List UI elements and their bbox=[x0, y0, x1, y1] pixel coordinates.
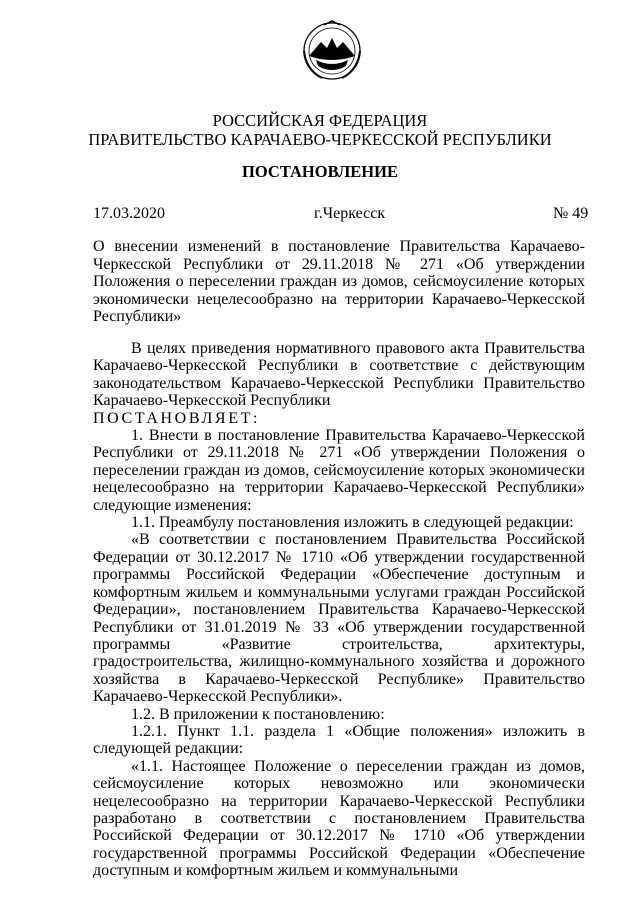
decree-word: ПОСТАНОВЛЯЕТ: bbox=[93, 409, 260, 427]
country-heading: РОССИЙСКАЯ ФЕДЕРАЦИЯ bbox=[212, 111, 428, 130]
document-subject: О внесении изменений в постановление Правительства Карачаево-Черкесской Республики от 29.11.2018 № 271 «Об утверждении Положения о переселении граждан из домов, сейсмоусиление которых экономически нецелесообразно на территории Карачаево-Черкесской Республики» bbox=[93, 238, 585, 326]
body-paragraph-1-1: 1.1. Преамбулу постановления изложить в следующей редакции: bbox=[131, 514, 574, 532]
body-paragraph-1-2-1: 1.2.1. Пункт 1.1. раздела 1 «Общие положения» изложить в следующей редакции: bbox=[93, 722, 585, 758]
body-paragraph-intro: В целях приведения нормативного правового акта Правительства Карачаево-Черкесской Республики в соответствие с действующим законодательством Карачаево-Черкесской Республики Правительство Карачаево-Черкесской Республики bbox=[93, 340, 585, 410]
coat-of-arms-emblem bbox=[302, 20, 362, 84]
body-paragraph-1-2: 1.2. В приложении к постановлению: bbox=[131, 705, 385, 723]
document-body bbox=[93, 340, 585, 880]
body-paragraph-preamble: «В соответствии с постановлением Правительства Российской Федерации от 30.12.2017 № 1710 «Об утверждении государственной программы Российской Федерации «Обеспечение доступным и комфортным жильем и коммунальными услугами граждан Российской Федерации», постановлением Правительства Карачаево-Черкесской Республики от 31.01.2019 № 33 «Об утверждении государственной программы «Развитие строительства, архитектуры, градостроительства, жилищно-коммунального хозяйства и дорожного хозяйства в Карачаево-Черкесской Республике» Правительство Карачаево-Черкесской Республики». bbox=[93, 531, 585, 706]
government-heading: ПРАВИТЕЛЬСТВО КАРАЧАЕВО-ЧЕРКЕССКОЙ РЕСПУБЛИКИ bbox=[88, 130, 552, 149]
body-paragraph-quote: «1.1. Настоящее Положение о переселении граждан из домов, сейсмоусиление которых невозможно или экономически нецелесообразно на территории Карачаево-Черкесской Республики разработано в соответствии с постановлением Правительства Российской Федерации от 30.12.2017 № 1710 «Об утверждении государственной программы Российской Федерации «Обеспечение доступным и комфортным жильем и коммунальными bbox=[93, 757, 585, 880]
document-city: г.Черкесск bbox=[314, 205, 386, 222]
document-number: № 49 bbox=[553, 205, 589, 222]
document-type-title: ПОСТАНОВЛЕНИЕ bbox=[242, 162, 398, 181]
body-paragraph-1: 1. Внести в постановление Правительства Карачаево-Черкесской Республики от 29.11.2018 № 271 «Об утверждении Положения о переселении граждан из домов, сейсмоусиление которых экономически нецелесообразно на территории Карачаево-Черкесской Республики» следующие изменения: bbox=[93, 427, 585, 514]
document-date: 17.03.2020 bbox=[93, 205, 165, 222]
